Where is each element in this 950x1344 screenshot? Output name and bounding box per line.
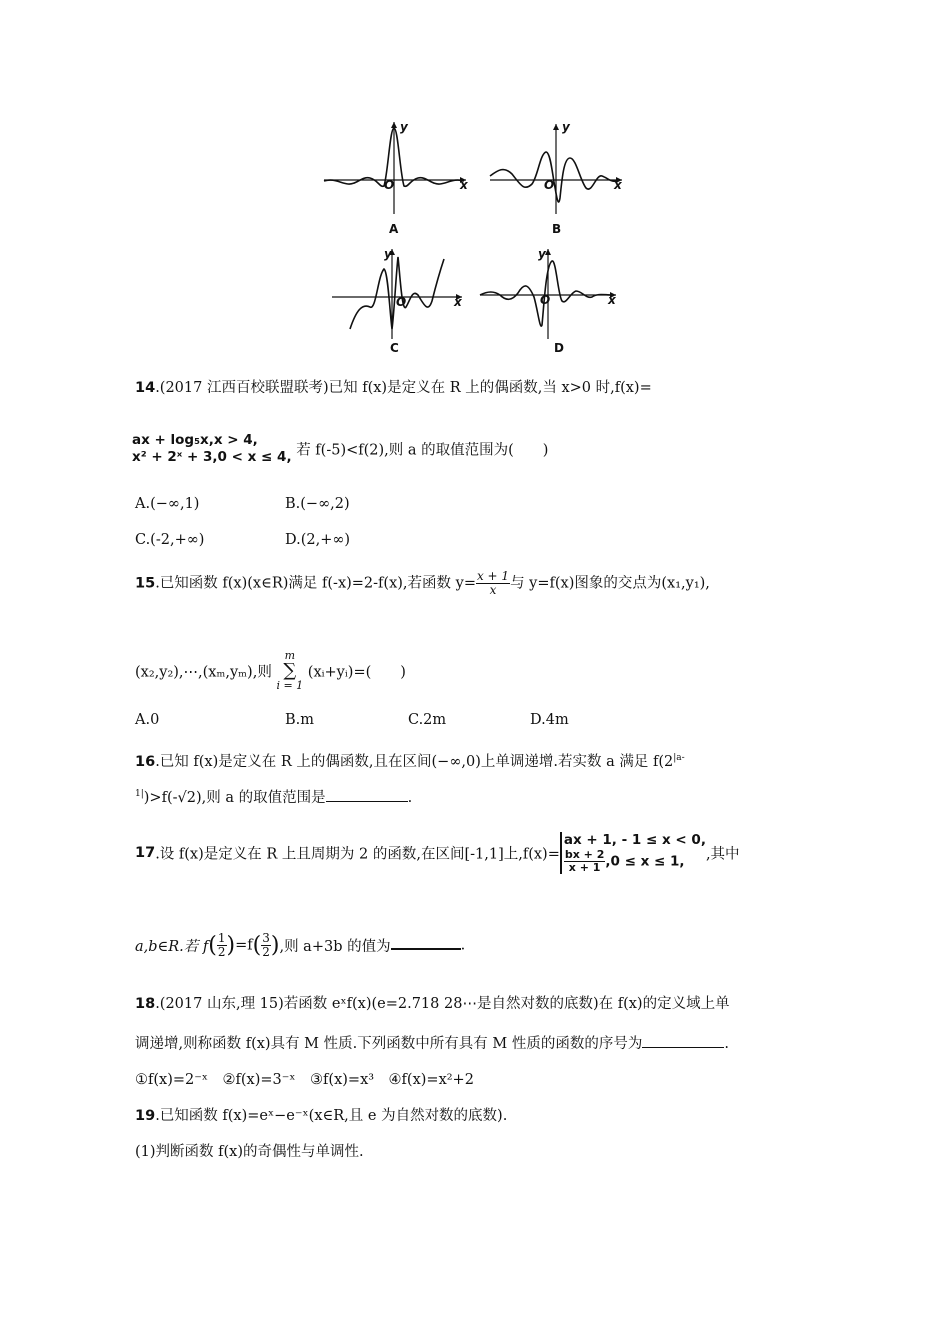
q19-number: 19 (135, 1108, 156, 1124)
q15-fraction: $\frac{x + 1}{x}$ (476, 569, 510, 597)
q15-option-d: D.4m (530, 712, 569, 728)
q16-answer-blank[interactable] (326, 787, 408, 802)
q16-line1: 16.已知 f(x)是定义在 R 上的偶函数,且在区间(−∞,0)上单调递增.若实数 a 满足 $f(2^{|a-}$ (135, 753, 685, 770)
q14-option-c: C.(-2,+∞) (135, 532, 205, 548)
graph-a-x: x (460, 178, 468, 192)
q14-piecewise (132, 432, 548, 466)
graph-a-y: y (400, 120, 408, 134)
q14-number: 14 (135, 380, 156, 396)
graph-b (488, 118, 628, 236)
q19-stem: 19.已知函数 f(x)=eˣ−e⁻ˣ(x∈R,且 e 为自然对数的底数). (135, 1108, 508, 1124)
graph-b-label: B (552, 222, 562, 236)
graph-b-x: x (614, 178, 622, 192)
q15-stem: 15.已知函数 f(x)(x∈R)满足 f(-x)=2-f(x),若函数 y= $\frac{x + 1}{x}$ 与 y=f(x)图象的交点为(x₁,y₁), (135, 569, 710, 597)
graph-c-y: y (384, 247, 392, 261)
q14-stem: 14.(2017 江西百校联盟联考)已知 f(x)是定义在 R 上的偶函数,当 x>0 时,f(x)= (135, 380, 652, 396)
graph-c (330, 245, 470, 355)
graph-d-label: D (554, 341, 564, 355)
graph-c-label: C (390, 341, 399, 355)
q17-cases: ax + 1, - 1 ≤ x < 0, $\frac{bx + 2}{x + 1}$ ,0 ≤ x ≤ 1, (560, 832, 706, 874)
graph-a-plot (320, 118, 470, 218)
graph-c-origin: O (396, 295, 407, 309)
q17-number: 17 (135, 845, 156, 861)
q16-line2: $^{1|}$)>f(-√2),则 a 的取值范围是 . (135, 786, 412, 807)
q18-number: 18 (135, 996, 156, 1012)
graph-a-origin: O (384, 178, 395, 192)
graph-d-plot (478, 245, 623, 345)
graph-d-origin: O (540, 293, 551, 307)
graph-d-y: y (538, 247, 546, 261)
q14-option-b: B.(−∞,2) (285, 496, 350, 512)
graph-b-plot (488, 118, 628, 218)
graph-d (478, 245, 623, 355)
q17-line1: 17.设 f(x)是定义在 R 上且周期为 2 的函数,在区间[-1,1]上,f(x)= ax + 1, - 1 ≤ x < 0, $\frac{bx + 2}{x + 1}$ ,0 ≤ x ≤ 1, ,其中 (135, 832, 740, 874)
graph-c-x: x (454, 295, 462, 309)
q14-option-d: D.(2,+∞) (285, 532, 351, 548)
q15-number: 15 (135, 575, 156, 592)
q17-line2: a,b∈R.若 f( $\frac{1}{2}$ )=f( $\frac{3}{2}$ ),则 a+3b 的值为 . (135, 931, 466, 959)
q19-part1: (1)判断函数 f(x)的奇偶性与单调性. (135, 1144, 364, 1160)
q18-answer-blank[interactable] (642, 1033, 724, 1048)
q17-answer-blank[interactable] (391, 934, 461, 950)
q14-cases (132, 432, 292, 466)
q18-line2: 调递增,则称函数 f(x)具有 M 性质.下列函数中所有具有 M 性质的函数的序号为 . (135, 1032, 729, 1053)
graph-b-origin: O (544, 178, 555, 192)
q18-options: ①f(x)=2⁻ˣ ②f(x)=3⁻ˣ ③f(x)=x³ ④f(x)=x²+2 (135, 1072, 474, 1088)
q15-option-c: C.2m (408, 712, 447, 728)
graph-a (320, 118, 470, 236)
q14-case1: ax + log₅x,x > 4, (132, 432, 258, 448)
q15-sum: m ∑ i = 1 (276, 649, 304, 692)
q18-line1: 18.(2017 山东,理 15)若函数 eˣf(x)(e=2.718 28⋯是自然对数的底数)在 f(x)的定义域上单 (135, 996, 730, 1012)
q15-line2: (x₂,y₂),⋯,(xₘ,yₘ),则 m ∑ i = 1 (xᵢ+yᵢ)=( ) (135, 649, 406, 692)
q15-option-a: A.0 (135, 712, 160, 728)
q14-case2: x² + 2ˣ + 3,0 < x ≤ 4, (132, 449, 292, 465)
q14-cond: 若 f(-5)<f(2),则 a 的取值范围为( ) (296, 442, 549, 459)
graph-d-x: x (608, 293, 616, 307)
q14-option-a: A.(−∞,1) (135, 496, 200, 512)
graph-b-y: y (562, 120, 570, 134)
q15-option-b: B.m (285, 712, 315, 728)
q16-number: 16 (135, 754, 156, 770)
graph-a-label: A (389, 222, 399, 236)
